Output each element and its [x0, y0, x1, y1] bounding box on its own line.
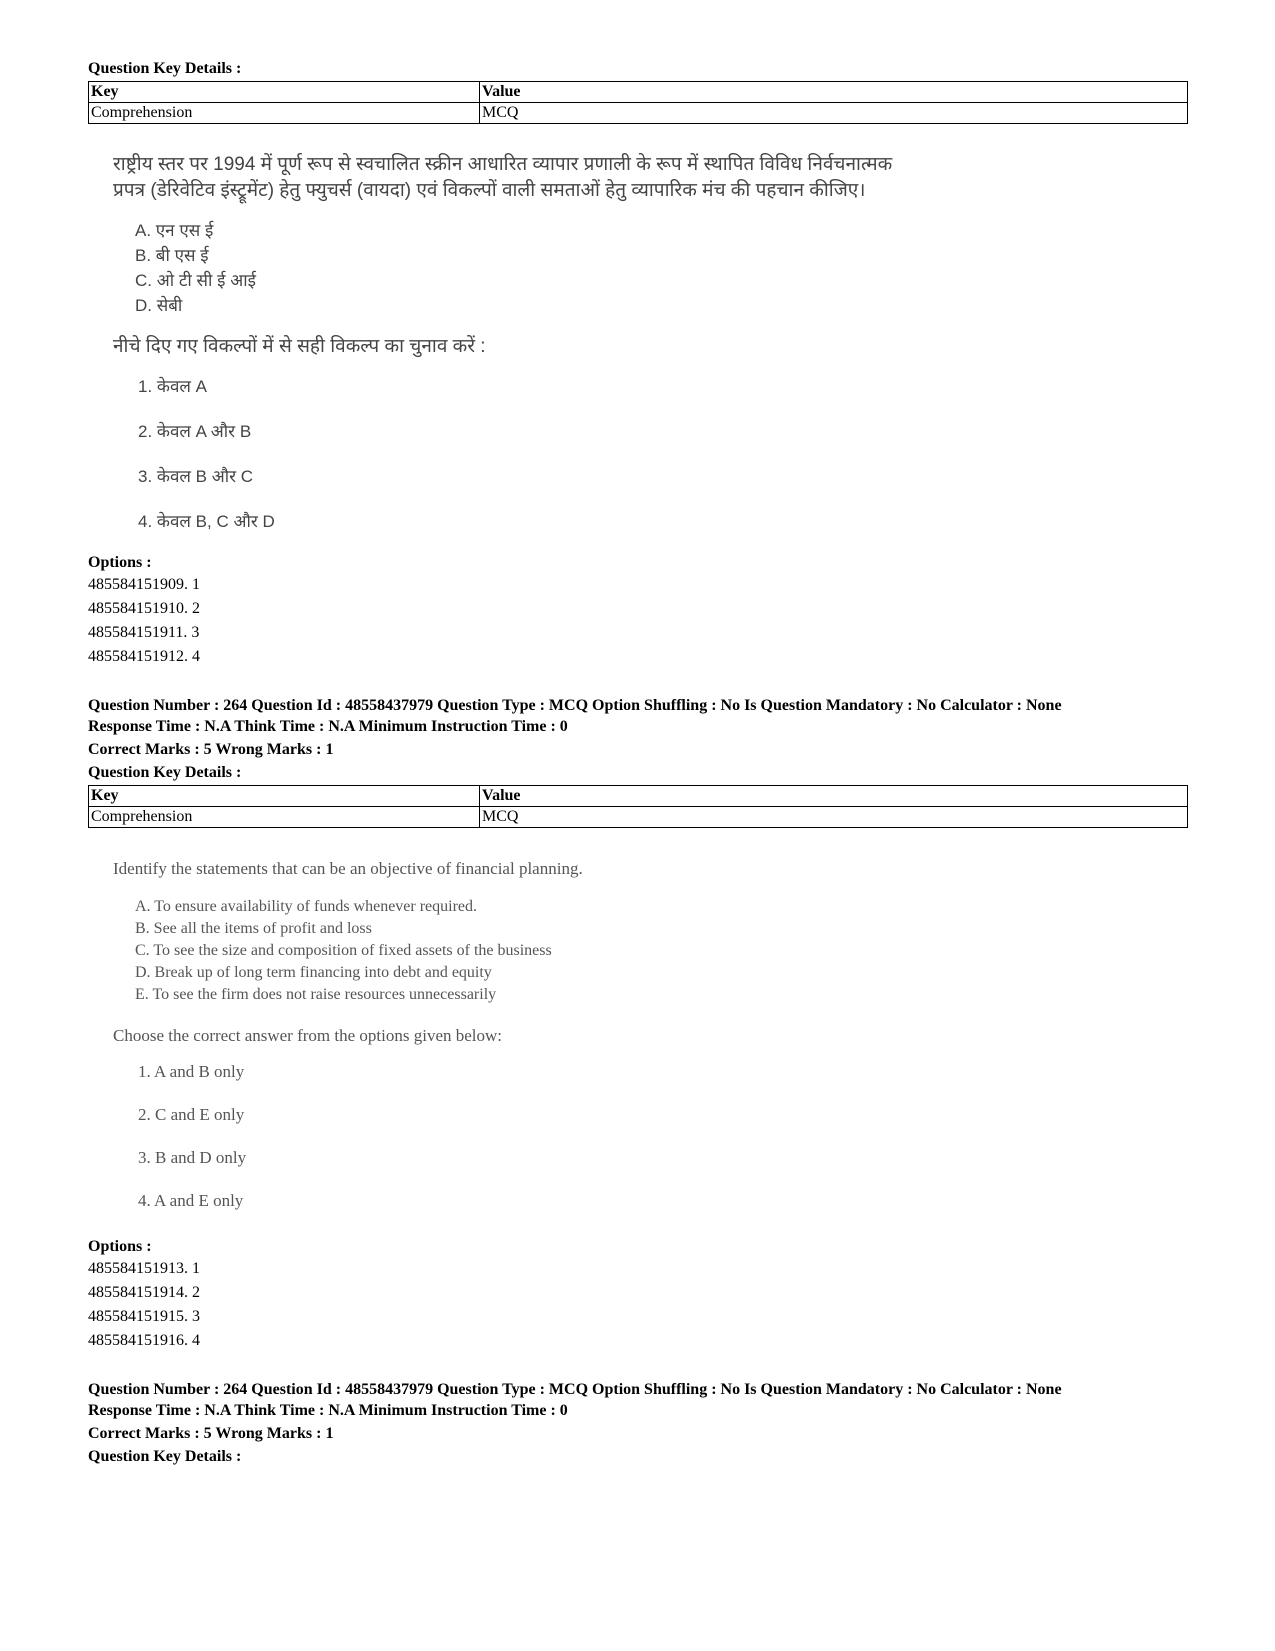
- table-cell-value: MCQ: [480, 807, 1188, 828]
- question-stem: Identify the statements that can be an objective of financial planning.: [113, 859, 583, 878]
- question-header: [88, 1379, 1188, 1467]
- statement-item: D. Break up of long term financing into debt and equity: [135, 964, 492, 981]
- option-item: 485584151909. 1: [88, 576, 200, 593]
- question-meta-line: Question Number : 264 Question Id : 48558437979 Question Type : MCQ Option Shuffling : No Is Question Mandatory : No Calculator : None: [88, 697, 1062, 714]
- table-header-value: Value: [480, 82, 1188, 103]
- choice-item: 4. केवल B, C और D: [138, 512, 275, 531]
- statement-item: A. To ensure availability of funds whenever required.: [135, 898, 478, 915]
- choice-item: 1. A and B only: [138, 1062, 245, 1081]
- key-value-table: [88, 81, 1188, 124]
- option-item: 485584151912. 4: [88, 648, 200, 665]
- statement-item: E. To see the firm does not raise resources unnecessarily: [135, 986, 497, 1003]
- option-item: 485584151916. 4: [88, 1332, 200, 1349]
- statement-item: A. एन एस ई: [135, 221, 214, 240]
- question-meta-line: Response Time : N.A Think Time : N.A Minimum Instruction Time : 0: [88, 1402, 568, 1419]
- options-list: [88, 573, 1188, 669]
- choose-instruction: नीचे दिए गए विकल्पों में से सही विकल्प का चुनाव करें :: [113, 336, 486, 357]
- options-label: Options :: [88, 1238, 152, 1255]
- option-item: 485584151915. 3: [88, 1308, 200, 1325]
- statement-item: B. बी एस ई: [135, 246, 209, 265]
- table-header-row: [89, 82, 1188, 103]
- choice-item: 4. A and E only: [138, 1191, 244, 1210]
- question-meta-line: Question Number : 264 Question Id : 48558437979 Question Type : MCQ Option Shuffling : No Is Question Mandatory : No Calculator : None: [88, 1381, 1062, 1398]
- table-header-key: Key: [89, 82, 480, 103]
- statement-list: [135, 896, 1188, 1006]
- marks-line: Correct Marks : 5 Wrong Marks : 1: [88, 1425, 334, 1442]
- option-item: 485584151910. 2: [88, 600, 200, 617]
- table-header-key: Key: [89, 786, 480, 807]
- marks-line: Correct Marks : 5 Wrong Marks : 1: [88, 741, 334, 758]
- statement-list: [135, 218, 1188, 318]
- choice-list: [113, 364, 1188, 544]
- choice-item: 2. C and E only: [138, 1105, 245, 1124]
- question-stem-line: राष्ट्रीय स्तर पर 1994 में पूर्ण रूप से स्वचालित स्क्रीन आधारित व्यापार प्रणाली के रूप में स्थापित विविध निर्वचनात्मक: [113, 154, 893, 175]
- choice-item: 3. केवल B और C: [138, 467, 254, 486]
- statement-item: C. To see the size and composition of fixed assets of the business: [135, 942, 552, 959]
- choice-item: 1. केवल A: [138, 377, 207, 396]
- option-item: 485584151914. 2: [88, 1284, 200, 1301]
- key-details-label: Question Key Details :: [88, 60, 242, 77]
- question-meta-line: Response Time : N.A Think Time : N.A Minimum Instruction Time : 0: [88, 718, 568, 735]
- table-header-value: Value: [480, 786, 1188, 807]
- options-label: Options :: [88, 554, 152, 571]
- document-page: [88, 58, 1188, 1467]
- table-row: [89, 103, 1188, 124]
- statement-item: B. See all the items of profit and loss: [135, 920, 372, 937]
- table-row: [89, 807, 1188, 828]
- options-list: [88, 1257, 1188, 1353]
- choice-list: [113, 1050, 1188, 1222]
- key-value-table: [88, 785, 1188, 828]
- key-details-label: Question Key Details :: [88, 764, 242, 781]
- choice-item: 3. B and D only: [138, 1148, 247, 1167]
- option-item: 485584151913. 1: [88, 1260, 200, 1277]
- table-cell-key: Comprehension: [89, 807, 480, 828]
- question-header: [88, 695, 1188, 783]
- statement-item: D. सेबी: [135, 296, 183, 315]
- question-image-hindi: [113, 152, 1188, 544]
- key-details-label: Question Key Details :: [88, 1448, 242, 1465]
- choice-item: 2. केवल A और B: [138, 422, 252, 441]
- table-cell-key: Comprehension: [89, 103, 480, 124]
- choose-instruction: Choose the correct answer from the options given below:: [113, 1026, 503, 1045]
- question-stem-line: प्रपत्र (डेरिवेटिव इंस्ट्रूमेंट) हेतु फ्युचर्स (वायदा) एवं विकल्पों वाली समताओं हेतु व्यापारिक मंच की पहचान कीजिए।: [113, 180, 866, 201]
- statement-item: C. ओ टी सी ई आई: [135, 271, 256, 290]
- table-header-row: [89, 786, 1188, 807]
- question-image-english: [113, 856, 1188, 1222]
- table-cell-value: MCQ: [480, 103, 1188, 124]
- option-item: 485584151911. 3: [88, 624, 200, 641]
